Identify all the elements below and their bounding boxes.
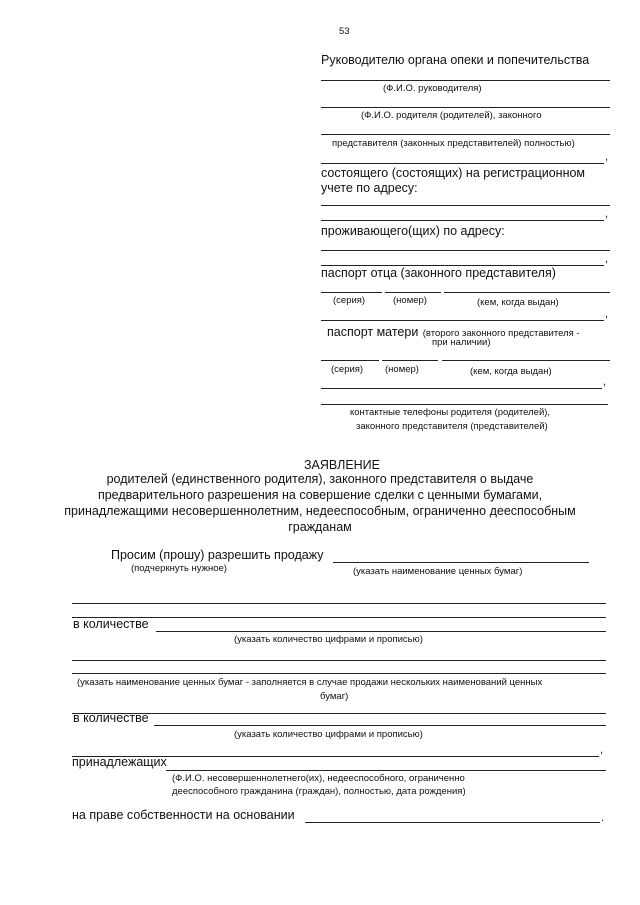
belonging-caption-2: дееспособного гражданина (граждан), полностью, дата рождения) [172,786,466,797]
father-number-line[interactable] [385,292,441,293]
mother-number-caption: (номер) [385,364,419,375]
securities-multi-line-2[interactable] [72,673,606,674]
mother-passport-line-2[interactable] [321,388,602,389]
registered-text-2: учете по адресу: [321,181,418,195]
residing-text: проживающего(щих) по адресу: [321,224,505,238]
father-series-line[interactable] [321,292,382,293]
parent-name-line-1[interactable] [321,107,610,108]
mother-passport-main: паспорт матери [327,325,419,339]
quantity-caption-1: (указать количество цифрами и прописью) [234,634,423,645]
quantity-label-2: в количестве [73,711,149,725]
comma: , [603,376,607,388]
quantity-line-2[interactable] [154,725,606,726]
comma: , [605,253,609,265]
registered-address-line-2[interactable] [321,220,604,221]
mother-number-line[interactable] [382,360,438,361]
head-name-caption: (Ф.И.О. руководителя) [383,83,482,94]
father-series-caption: (серия) [333,295,366,306]
addressee: Руководителю органа опеки и попечительства [321,53,590,67]
phones-caption-1: контактные телефоны родителя (родителей), [350,407,551,418]
phones-caption-2: законного представителя (представителей) [356,421,548,432]
belonging-label: принадлежащих [72,755,167,769]
comma: , [600,744,604,756]
parent-caption-1: (Ф.И.О. родителя (родителей), законного [361,110,542,121]
comma: , [605,151,609,163]
title-line-3: принадлежащими несовершеннолетним, недееспособным, ограниченно дееспособным [64,504,576,518]
phones-line[interactable] [321,404,608,405]
quantity-label-1: в количестве [73,617,149,631]
mother-passport-note-2: при наличии) [432,337,491,348]
mother-issued-caption: (кем, когда выдан) [470,366,552,377]
securities-line-2[interactable] [72,603,606,604]
father-passport-label: паспорт отца (законного представителя) [321,266,556,280]
period: . [601,812,605,824]
parent-name-line-2[interactable] [321,134,610,135]
securities-caption: (указать наименование ценных бумаг) [353,566,523,577]
registered-text-1: состоящего (состоящих) на регистрационном [321,166,586,180]
head-name-line[interactable] [321,80,610,81]
quantity-line-1[interactable] [156,631,606,632]
underline-caption: (подчеркнуть нужное) [131,563,227,574]
statement-heading: ЗАЯВЛЕНИЕ [304,458,381,472]
father-issued-line[interactable] [444,292,610,293]
mother-series-caption: (серия) [331,364,364,375]
securities-multi-line-3[interactable] [72,713,606,714]
securities-multi-caption-1: (указать наименование ценных бумаг - заполняется в случае продажи нескольких наименований ценных [77,677,543,688]
father-passport-line-2[interactable] [321,320,604,321]
residing-address-line-1[interactable] [321,250,610,251]
title-line-2: предварительного разрешения на совершение сделки с ценными бумагами, [97,488,543,502]
securities-multi-line-1[interactable] [72,660,606,661]
request-text: Просим (прошу) разрешить продажу [111,548,324,562]
ownership-basis-line[interactable] [305,822,600,823]
belonging-caption-1: (Ф.И.О. несовершеннолетнего(их), недееспособного, ограниченно [172,773,465,784]
securities-multi-caption-2: бумаг) [320,691,349,702]
quantity-caption-2: (указать количество цифрами и прописью) [234,729,423,740]
title-line-1: родителей (единственного родителя), законного представителя о выдаче [106,472,534,486]
securities-name-line[interactable] [333,562,589,563]
ownership-label: на праве собственности на основании [72,808,295,822]
parent-name-line-3[interactable] [321,163,604,164]
title-line-4: гражданам [288,520,352,534]
belonging-line[interactable] [166,770,606,771]
mother-series-line[interactable] [321,360,379,361]
father-number-caption: (номер) [393,295,427,306]
comma: , [605,308,609,320]
mother-passport-note-1: (второго законного представителя - [422,328,580,339]
father-issued-caption: (кем, когда выдан) [477,297,559,308]
parent-caption-2: представителя (законных представителей) полностью) [332,138,575,149]
comma: , [605,208,609,220]
registered-address-line-1[interactable] [321,205,610,206]
page-number: 53 [339,26,350,37]
mother-issued-line[interactable] [442,360,610,361]
securities-line-3[interactable] [72,617,606,618]
